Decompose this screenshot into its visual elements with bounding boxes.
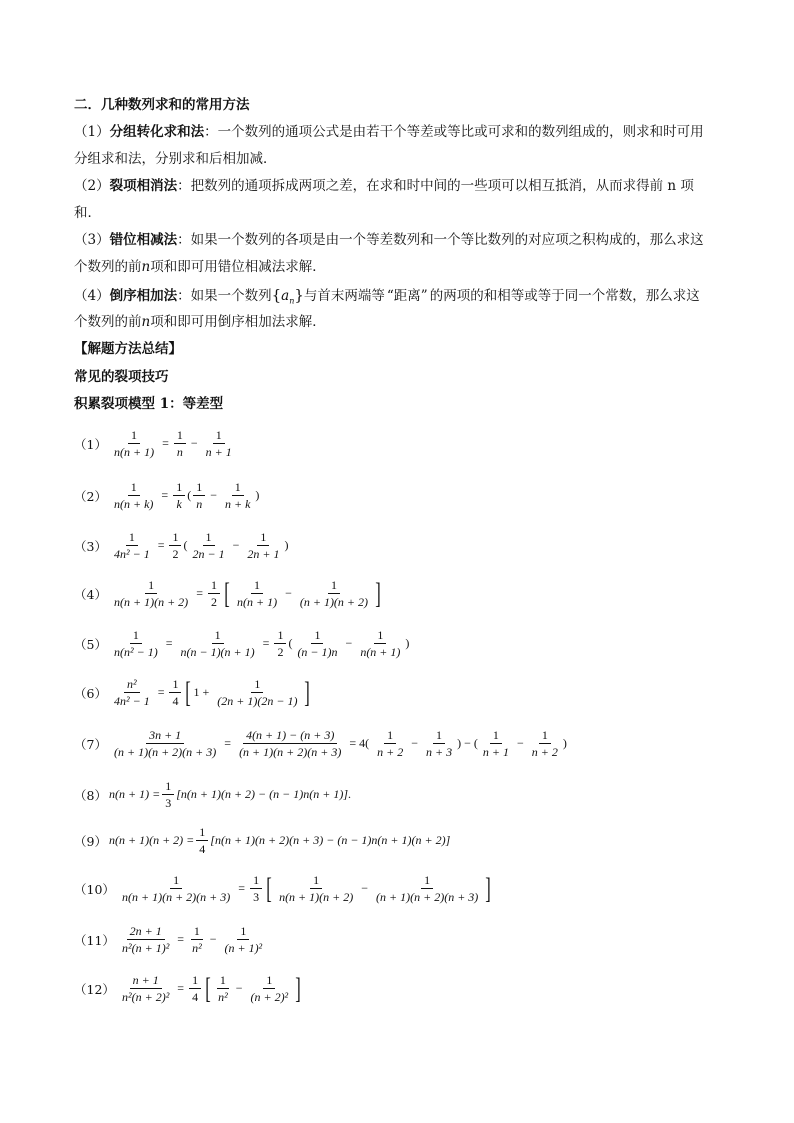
method-3-line-1 [74,231,704,249]
math-token: 1 [145,578,157,594]
math-token: 2n + 1 [247,547,280,561]
equation-7 [74,728,567,759]
fraction [357,628,403,659]
math-token: n(n + 1) [360,645,401,659]
method-2-number: （2） [74,178,110,194]
math-token: n + k [224,497,251,511]
equation-number: （1） [74,436,107,452]
method-1-text-1: ：一个数列的通项公式是由若干个等差或等比或可求和的数列组成的，则求和时可用 [204,124,704,140]
math-token: 3 [253,890,260,904]
math-token: ) [255,488,260,502]
math-token: 1 [189,973,201,989]
math-token: k [176,497,182,511]
math-token: ) [562,736,567,750]
fraction [119,973,172,1004]
math-token: 4 [172,694,179,708]
math-token: ( [288,636,293,650]
math-token: n(n² − 1) [114,645,158,659]
math-token: n(n + 1) [114,445,155,459]
math-token: = [224,736,232,750]
math-token: ( [183,538,188,552]
fraction [174,428,186,459]
equation-6 [74,677,312,708]
math-token: 2n + 1 [127,924,165,940]
fraction [189,924,205,955]
math-token: [n(n + 1)(n + 2)(n + 3) − (n − 1)n(n + 1)(n + 2)] [210,833,451,847]
math-token: − [210,488,217,502]
fraction [276,873,356,904]
math-token: 1 [170,873,182,889]
math-token: 1 [257,530,269,546]
math-token: 2 [172,547,179,561]
math-token: ] [295,971,301,1005]
math-token: = [238,881,246,895]
equation-11 [74,924,267,955]
fraction [177,628,257,659]
math-token: 1 [421,873,433,889]
math-token: [n(n + 1)(n + 2) − (n − 1)n(n + 1)] [176,787,348,801]
math-token: = [162,436,169,450]
fraction [221,924,265,955]
math-token: − [235,981,243,995]
equation-number: （12） [74,981,115,997]
subtitle-model-1: 积累裂项模型 1：等差型 [74,396,224,412]
math-token: − [190,436,198,450]
math-token: = [262,636,270,650]
fraction [234,578,280,609]
equation-3 [74,530,288,561]
fraction [222,480,253,511]
math-token: n + 3 [426,745,453,759]
math-token: = [157,685,165,699]
math-token: (n + 1)² [224,941,263,955]
math-token: [ [266,871,272,905]
math-token: n(n + 1)(n + 2) [114,595,189,609]
method-4-text-2b: 项和即可用倒序相加法求解． [150,314,326,330]
fraction [247,973,291,1004]
math-token: 1 [169,677,181,693]
math-token: 1 [274,628,286,644]
method-4-text-1c: 的两项的和相等或等于同一个常数，那么求这 [429,288,700,304]
math-token: 1 [251,578,263,594]
math-token: 1 [250,873,262,889]
math-token: 1 [128,480,140,496]
math-token: 1 [213,428,225,444]
equation-number: （7） [74,736,107,752]
math-token: 4 [199,842,206,856]
math-token: − [361,881,369,895]
math-token: n [176,445,183,459]
equation-12 [74,973,303,1004]
fraction [373,873,481,904]
math-token: 4n² − 1 [114,547,150,561]
fraction [111,480,156,511]
equation-number: （8） [74,787,107,803]
method-1-line-2: 分组求和法，分别求和后相加减． [74,151,277,167]
math-token: n + 1 [482,745,509,759]
math-token: n²(n + 1)² [122,941,170,955]
method-3-text-2b: 项和即可用错位相减法求解． [150,259,326,275]
math-token: n² [124,677,140,693]
math-token: = [177,932,185,946]
math-token: (n + 1)(n + 2)(n + 3) [114,745,217,759]
math-token: ] [375,576,381,610]
equation-4 [74,578,383,609]
math-token: = [177,981,185,995]
math-token: 1 [193,685,200,699]
method-4-text-1b: 与首末两端等 [303,288,385,304]
math-token: 1 [173,480,185,496]
math-token: n + 1 [205,445,232,459]
math-token: 2 [277,645,284,659]
math-token: 1 [174,428,186,444]
math-token: ) [405,636,410,650]
math-token: n²(n + 2)² [122,990,170,1004]
fraction [111,578,191,609]
math-token: = 4( [349,736,370,750]
equation-number: （10） [74,881,115,897]
math-token: 1 [162,779,174,795]
math-token: 3 [165,796,172,810]
set-brace-close: } [294,286,304,304]
math-token: = [157,538,165,552]
fraction [480,728,512,759]
math-token: n² [192,941,202,955]
math-token: n(n − 1)(n + 1) [180,645,255,659]
fraction [119,924,172,955]
equation-number: （4） [74,586,107,602]
math-token: ] [304,675,311,709]
fraction [193,480,205,511]
math-token: (n + 2)² [250,990,289,1004]
math-token: − [285,586,292,600]
fraction [297,578,371,609]
math-token: = [165,636,173,650]
math-token: 1 [169,530,181,546]
method-4-n: n [141,314,151,330]
math-token: ) − ( [457,736,478,750]
fraction [169,530,181,561]
method-1-line-1 [74,123,704,141]
equation-1 [74,428,237,459]
method-2-name: 裂项相消法 [109,178,178,194]
equation-number: （5） [74,636,107,652]
fraction [274,628,286,659]
math-token: n + 1 [130,973,162,989]
math-token: 4n² − 1 [114,694,150,708]
math-token: 1 [310,873,322,889]
math-token: − [345,636,353,650]
math-token: n(n + 1)(n + 2) = [109,833,195,847]
math-token: 1 [374,628,386,644]
method-3-line-2 [74,258,326,276]
fraction [173,480,185,511]
section-title: 二．几种数列求和的常用方法 [74,97,250,113]
math-token: n(n + 1)(n + 2)(n + 3) [122,890,231,904]
method-2-text-1: ：把数列的通项拆成两项之差，在求和时中间的一些项可以相互抵消，从而求得前 n 项 [177,178,694,194]
math-token: 1 [232,480,244,496]
math-token: n(n + 1) [236,595,278,609]
math-token: 1 [196,825,208,841]
math-token: + [202,685,210,699]
fraction [208,578,220,609]
equation-number: （9） [74,833,107,849]
fraction [196,825,208,856]
method-4-line-1 [74,286,700,311]
set-brace-open: { [271,286,282,304]
math-token: 2n − 1 [192,547,225,561]
fraction [162,779,174,810]
math-token: n(n + k) [114,497,154,511]
method-1-name: 分组转化求和法 [109,124,205,140]
equation-8 [74,779,351,810]
math-token: 1 [130,628,142,644]
math-token: 4 [192,990,199,1004]
math-token: (2n + 1)(2n − 1) [217,694,298,708]
method-1-number: （1） [74,124,110,140]
equation-number: （3） [74,538,107,554]
math-token: (n + 1)(n + 2)(n + 3) [239,745,342,759]
math-token: − [516,736,524,750]
math-token: 1 [251,677,263,693]
math-token: 1 [490,728,502,744]
equation-5 [74,628,409,659]
math-token: 1 [203,530,215,546]
fraction [203,428,235,459]
math-token: (n + 1)(n + 2)(n + 3) [376,890,479,904]
math-token: − [232,538,240,552]
math-token: 1 [191,924,203,940]
equation-number: （11） [74,932,115,948]
sequence-symbol: a [281,288,290,304]
method-4-text-2a: 个数列的前 [74,314,142,330]
fraction [423,728,455,759]
equation-10 [74,873,493,904]
math-token: 1 [539,728,551,744]
fraction [111,428,157,459]
method-4-quote: “距离” [386,288,428,304]
method-4-line-2 [74,313,326,331]
math-token: n(n + 1) = [109,787,161,801]
method-2-line-2: 和． [74,205,101,221]
fraction [111,628,161,659]
math-token: n [196,497,203,511]
fraction [244,530,282,561]
math-token: 2 [210,595,217,609]
method-3-n: n [141,259,151,275]
math-token: 1 [263,973,275,989]
math-token: . [347,787,351,801]
fraction [119,873,233,904]
math-token: − [209,932,217,946]
math-token: = [161,488,169,502]
math-token: 1 [433,728,445,744]
fraction [294,628,340,659]
math-token: [ [224,576,230,610]
math-token: = [196,586,203,600]
fraction [111,728,219,759]
method-3-name: 错位相减法 [109,232,178,248]
fraction [529,728,561,759]
math-token: n² [218,990,228,1004]
math-token: 1 [208,578,220,594]
math-token: (n + 1)(n + 2) [299,595,369,609]
math-token: 1 [212,628,224,644]
fraction [250,873,262,904]
math-token: 4(n + 1) − (n + 3) [243,728,337,744]
equation-number: （6） [74,685,107,701]
summary-title: 【解题方法总结】 [74,341,182,357]
math-token: n(n + 1)(n + 2) [279,890,354,904]
math-token: [ [205,971,211,1005]
equation-2 [74,480,259,511]
math-token: 1 [128,428,140,444]
math-token: 1 [311,628,323,644]
method-4-number: （4） [74,288,110,304]
math-token: 1 [384,728,396,744]
math-token: ) [284,538,289,552]
fraction [214,677,300,708]
math-token: 1 [328,578,340,594]
subtitle-common-techniques: 常见的裂项技巧 [74,369,169,385]
method-4-name: 倒序相加法 [109,288,178,304]
math-token: 1 [217,973,229,989]
method-3-text-1: ：如果一个数列的各项是由一个等差数列和一个等比数列的对应项之积构成的，那么求这 [177,232,704,248]
math-token: 1 [237,924,249,940]
math-token: n + 2 [531,745,558,759]
math-token: 3n + 1 [146,728,184,744]
method-3-number: （3） [74,232,110,248]
sequence-subscript: n [289,296,295,306]
math-token: ] [485,871,492,905]
fraction [189,973,201,1004]
math-token: ( [187,488,192,502]
math-token: 1 [193,480,205,496]
method-4-text-1a: ：如果一个数列 [177,288,272,304]
equation-number: （2） [74,488,107,504]
fraction [215,973,231,1004]
math-token: (n − 1)n [297,645,338,659]
fraction [169,677,181,708]
fraction [111,530,153,561]
fraction [374,728,406,759]
fraction [189,530,227,561]
fraction [236,728,344,759]
math-token: n + 2 [377,745,404,759]
method-2-line-1 [74,177,694,195]
math-token: − [411,736,418,750]
equation-9 [74,825,450,856]
fraction [111,677,153,708]
math-token: 1 [126,530,138,546]
math-token: [ [185,675,192,709]
method-3-text-2a: 个数列的前 [74,259,142,275]
